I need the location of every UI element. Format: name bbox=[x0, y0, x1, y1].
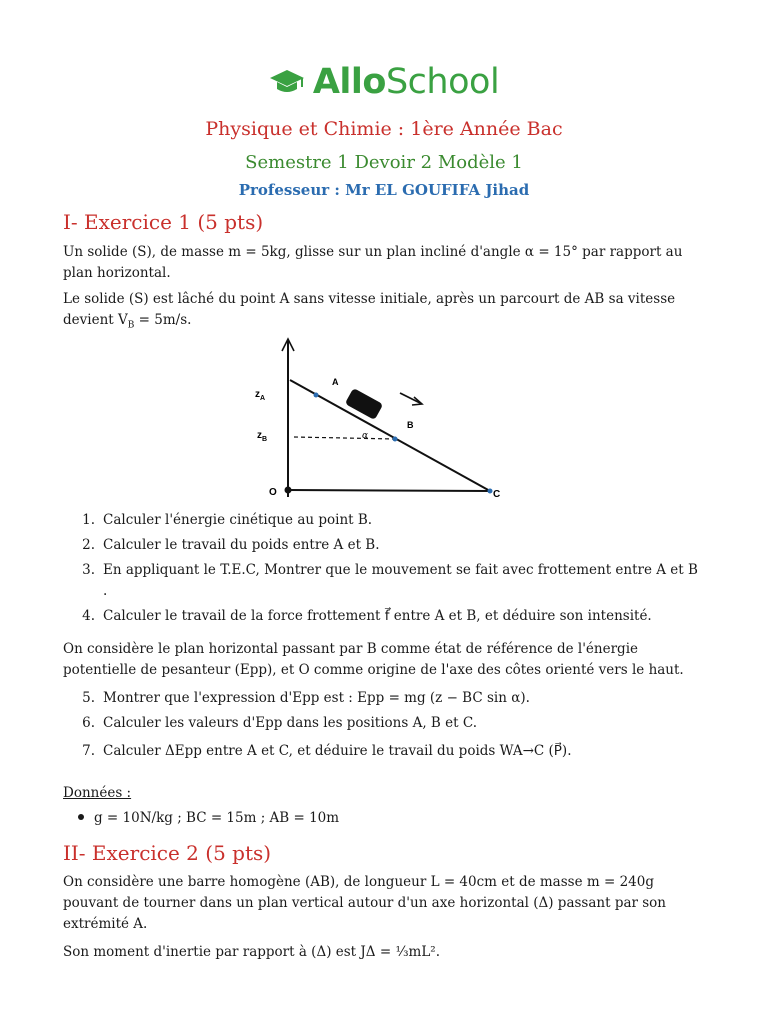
donnees-item: g = 10N/kg ; BC = 15m ; AB = 10m bbox=[63, 808, 703, 829]
question-3-dot: . bbox=[103, 583, 108, 599]
label-zb: $z_B$ bbox=[257, 430, 268, 443]
question-5: 5. Montrer que l'expression d'Epp est : Epp = mg (z − BC sin α). bbox=[82, 690, 530, 706]
exercise-2-heading: II- Exercice 2 (5 pts) bbox=[63, 841, 272, 865]
teacher-name: Professeur : Mr EL GOUFIFA Jihad bbox=[238, 181, 530, 199]
question-3: 3. En appliquant le T.E.C, Montrer que le mouvement se fait avec frottement entre A et B bbox=[82, 562, 698, 578]
ex1-questions-list-2 bbox=[63, 688, 713, 766]
question-6: 6. Calculer les valeurs d'Epp dans les positions A, B et C. bbox=[82, 715, 477, 731]
label-za: $z_A$ bbox=[255, 389, 266, 402]
graduation-cap-icon bbox=[269, 68, 305, 96]
subject-title: Physique et Chimie : 1ère Année Bac bbox=[205, 118, 563, 140]
inclined-plane-figure bbox=[250, 335, 510, 505]
label-b: B bbox=[407, 420, 414, 430]
question-7: 7. Calculer ΔEpp entre A et C, et déduire le travail du poids WA→C (P⃗). bbox=[82, 743, 572, 759]
question-4: 4. Calculer le travail de la force frottement f⃗ entre A et B, et déduire son intensité. bbox=[82, 608, 652, 624]
ex2-paragraph-1: On considère une barre homogène (AB), de longueur L = 40cm et de masse m = 240g pouvant de tourner dans un plan vertical autour d'un axe horizontal (Δ) passant par son extrémité A. bbox=[63, 874, 666, 932]
exam-subtitle: Semestre 1 Devoir 2 Modèle 1 bbox=[245, 152, 523, 173]
ex1-questions-list bbox=[63, 510, 713, 631]
donnees-label: Données : bbox=[63, 785, 132, 801]
label-c: C bbox=[493, 489, 501, 500]
ex1-paragraph-2: Le solide (S) est lâché du point A sans vitesse initiale, après un parcourt de AB sa vitesse devient $V_B = 5m/s$. bbox=[63, 291, 676, 331]
question-1: 1. Calculer l'énergie cinétique au point B. bbox=[82, 512, 373, 528]
label-alpha: α bbox=[362, 431, 369, 441]
ex1-paragraph-3: On considère le plan horizontal passant par B comme état de référence de l'énergie potentielle de pesanteur (Epp), et O comme origine de l'axe des côtes orienté vers le haut. bbox=[63, 641, 684, 678]
logo-text: AlloSchool bbox=[312, 62, 500, 102]
ex2-paragraph-2: Son moment d'inertie par rapport à (Δ) est JΔ = ¹⁄₃mL². bbox=[63, 944, 440, 960]
exercise-1-heading: I- Exercice 1 (5 pts) bbox=[63, 210, 264, 234]
label-a: A bbox=[332, 377, 339, 387]
label-o: O bbox=[269, 487, 277, 498]
question-2: 2. Calculer le travail du poids entre A et B. bbox=[82, 537, 380, 553]
alloschool-logo[interactable] bbox=[0, 62, 768, 112]
ex1-paragraph-1: Un solide (S), de masse m = 5kg, glisse sur un plan incliné d'angle α = 15° par rapport au plan horizontal. bbox=[63, 244, 683, 281]
